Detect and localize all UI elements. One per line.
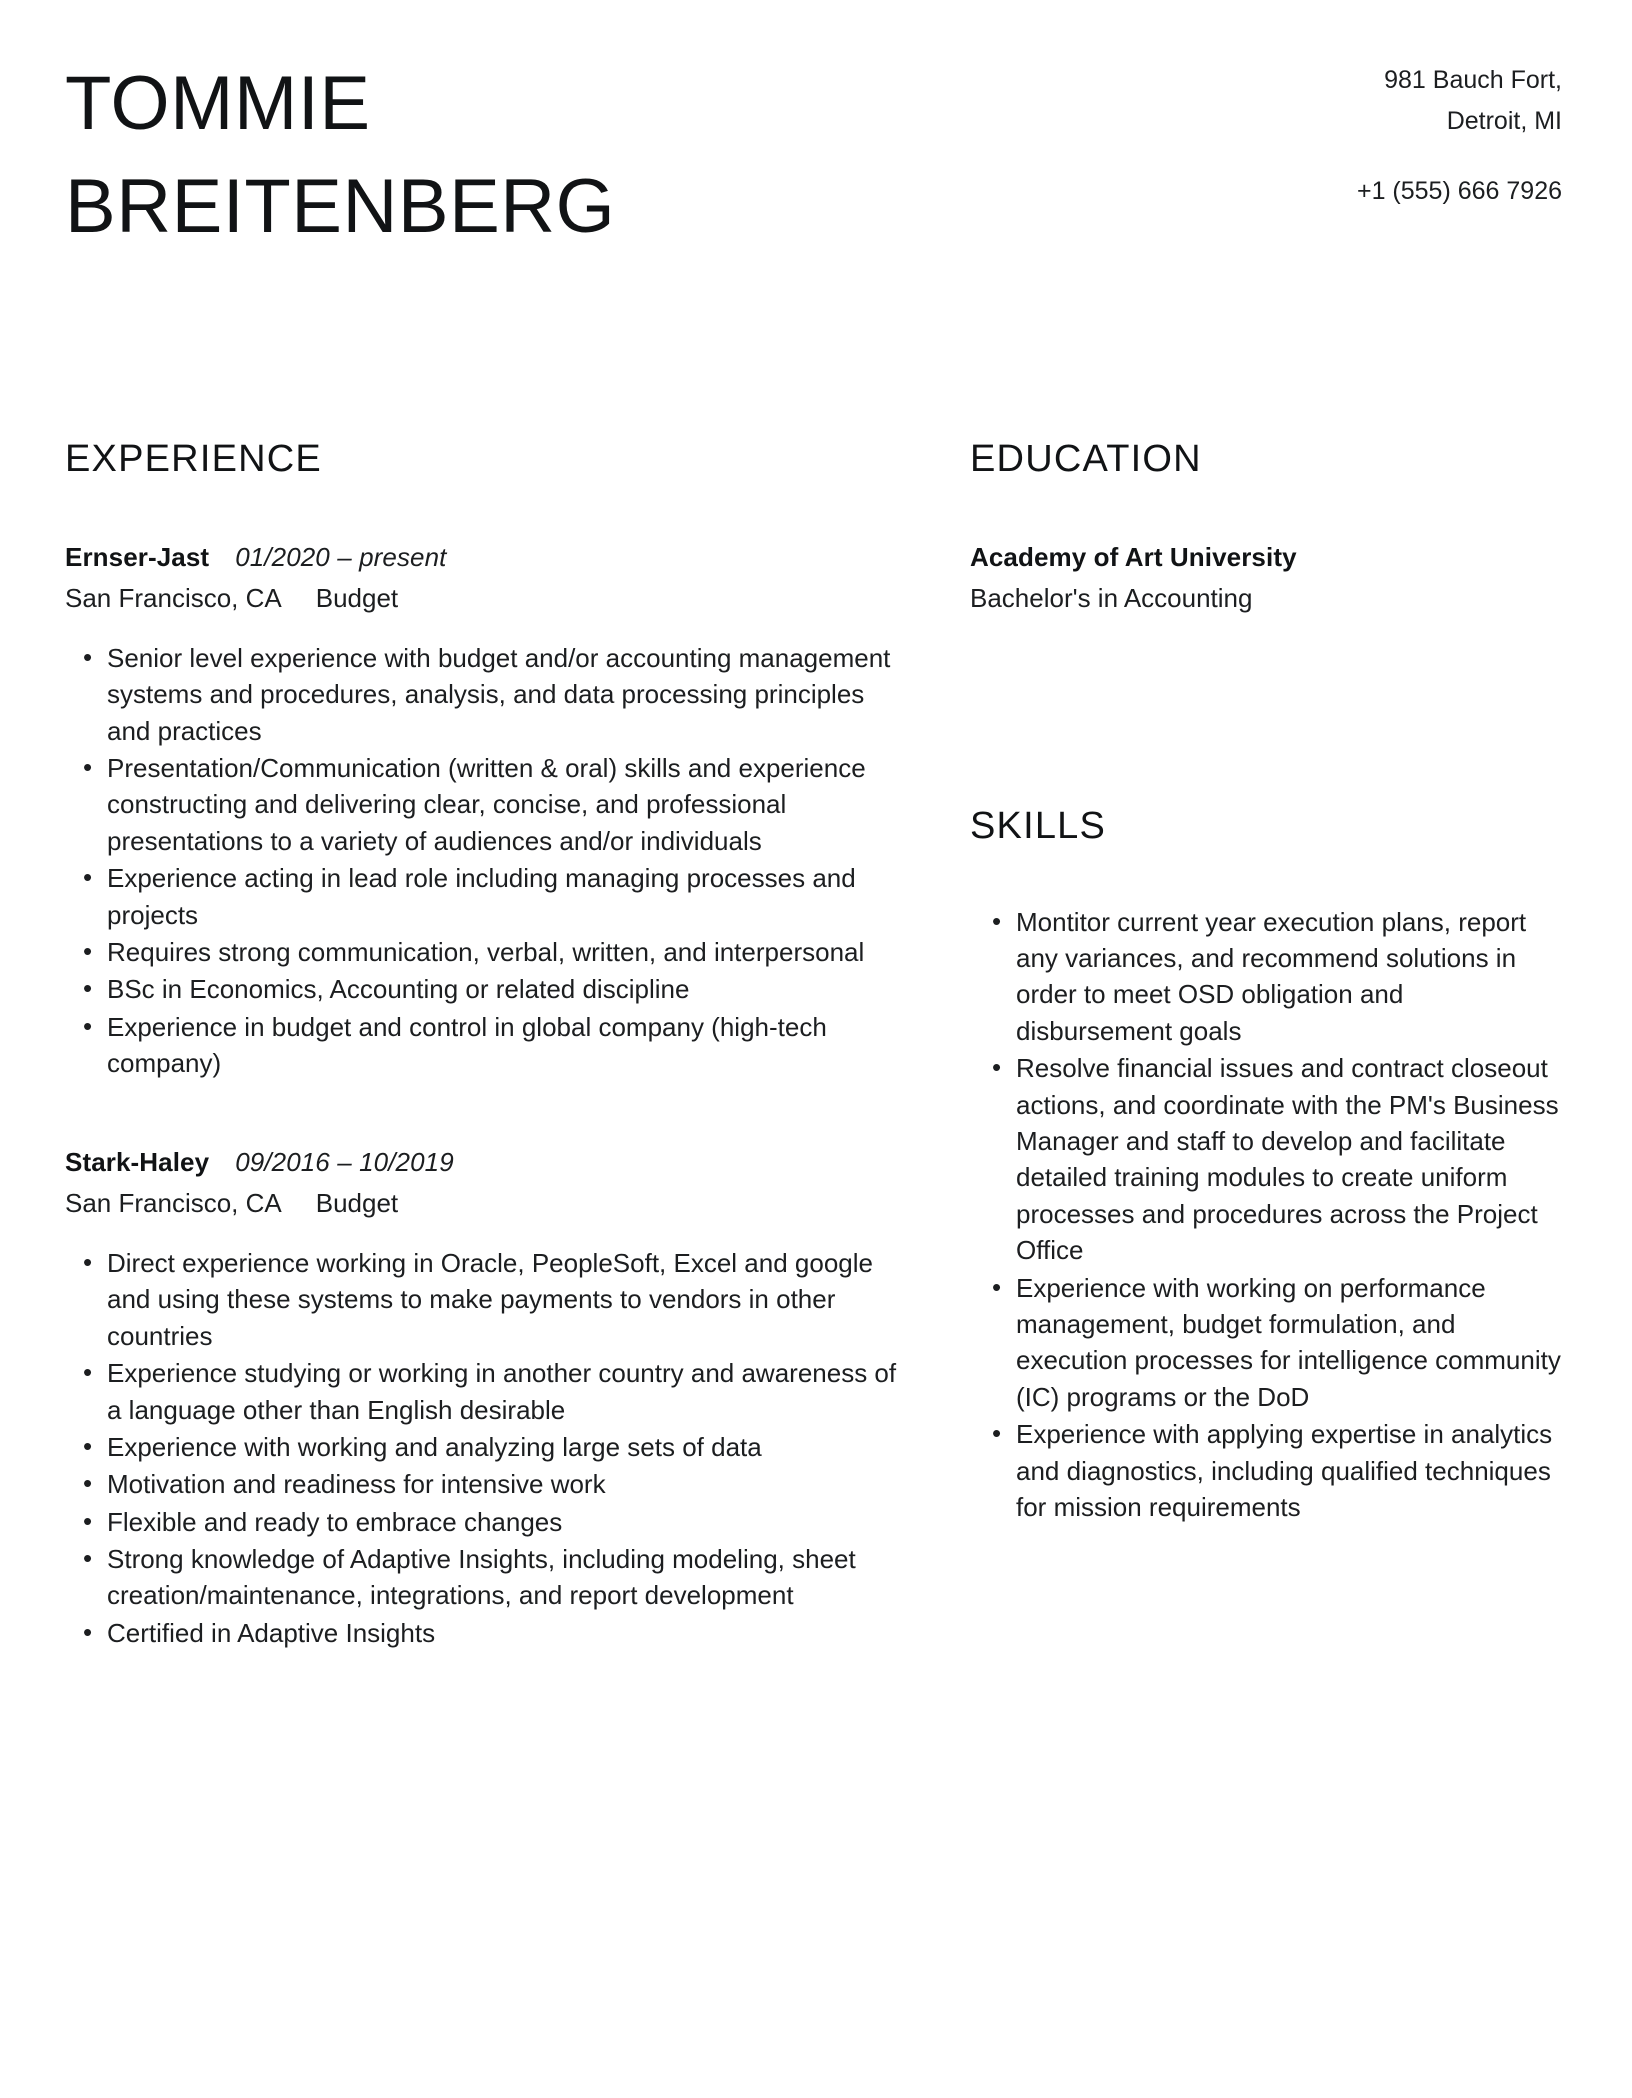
experience-entry-heading [65, 539, 905, 577]
left-column [65, 439, 945, 1653]
list-item: • Direct experience working in Oracle, PeopleSoft, Excel and google and using these systems to make payments to vendors in other countries [65, 1245, 905, 1354]
experience-entry [65, 539, 905, 1082]
experience-location: San Francisco, CA [65, 1188, 282, 1219]
experience-bullet-list [65, 640, 905, 1082]
education-degree: Bachelor's in Accounting [970, 583, 1253, 614]
list-item: • Flexible and ready to embrace changes [65, 1504, 905, 1540]
candidate-name [65, 52, 615, 259]
experience-role: Budget [315, 1188, 399, 1219]
contact-address-line-2: Detroit, MI [1446, 106, 1562, 135]
experience-entry-heading [65, 1144, 905, 1182]
education-entry [970, 539, 1562, 618]
section-title-experience: EXPERIENCE [65, 437, 322, 480]
experience-dates: 09/2016 – 10/2019 [235, 1146, 454, 1177]
contact-phone: +1 (555) 666 7926 [1356, 177, 1562, 205]
list-item: • Experience with working and analyzing large sets of data [65, 1429, 905, 1465]
section-title-education: EDUCATION [970, 437, 1202, 480]
skills-bullet-list [970, 904, 1562, 1526]
list-item: • Senior level experience with budget and/or accounting management systems and procedures, analysis, and data processing principles and practices [65, 640, 905, 749]
list-item: • Strong knowledge of Adaptive Insights, including modeling, sheet creation/maintenance, integrations, and report development [65, 1541, 905, 1614]
list-item: • Experience acting in lead role including managing processes and projects [65, 860, 905, 933]
experience-org-name: Stark-Haley [65, 1146, 210, 1177]
list-item: • Experience with working on performance management, budget formulation, and execution processes for intelligence community (IC) programs or the DoD [970, 1270, 1562, 1416]
list-item: • Requires strong communication, verbal, written, and interpersonal [65, 934, 905, 970]
list-item: • Experience in budget and control in global company (high-tech company) [65, 1009, 905, 1082]
list-item: • BSc in Economics, Accounting or related discipline [65, 971, 905, 1007]
experience-role: Budget [315, 583, 399, 614]
education-school-name: Academy of Art University [970, 541, 1297, 572]
right-column [945, 439, 1562, 1527]
contact-info [1357, 52, 1562, 212]
experience-entry-subheading [65, 1185, 905, 1223]
section-title-skills: SKILLS [970, 804, 1107, 847]
contact-address-line-1: 981 Bauch Fort, [1384, 66, 1562, 94]
resume-body [0, 439, 1632, 1653]
experience-org-name: Ernser-Jast [65, 541, 210, 572]
list-item: • Resolve financial issues and contract closeout actions, and coordinate with the PM's Business Manager and staff to develop and facilitate detailed training modules to create uniform processes and procedures across the Project Office [970, 1050, 1562, 1268]
list-item: • Certified in Adaptive Insights [65, 1615, 905, 1651]
list-item: • Experience studying or working in another country and awareness of a language other than English desirable [65, 1355, 905, 1428]
experience-entry-subheading [65, 580, 905, 618]
experience-location: San Francisco, CA [65, 583, 282, 614]
experience-entry [65, 1144, 905, 1652]
resume-header [0, 0, 1632, 259]
list-item: • Experience with applying expertise in analytics and diagnostics, including qualified techniques for mission requirements [970, 1416, 1562, 1525]
list-item: • Montitor current year execution plans, report any variances, and recommend solutions in order to meet OSD obligation and disbursement goals [970, 904, 1562, 1050]
name-last-line: BREITENBERG [65, 164, 616, 250]
experience-dates: 01/2020 – present [235, 541, 447, 572]
experience-bullet-list [65, 1245, 905, 1651]
name-first-line: TOMMIE [65, 61, 371, 146]
list-item: • Presentation/Communication (written & oral) skills and experience constructing and delivering clear, concise, and professional presentations to a variety of audiences and/or individuals [65, 750, 905, 859]
list-item: • Motivation and readiness for intensive work [65, 1466, 905, 1502]
